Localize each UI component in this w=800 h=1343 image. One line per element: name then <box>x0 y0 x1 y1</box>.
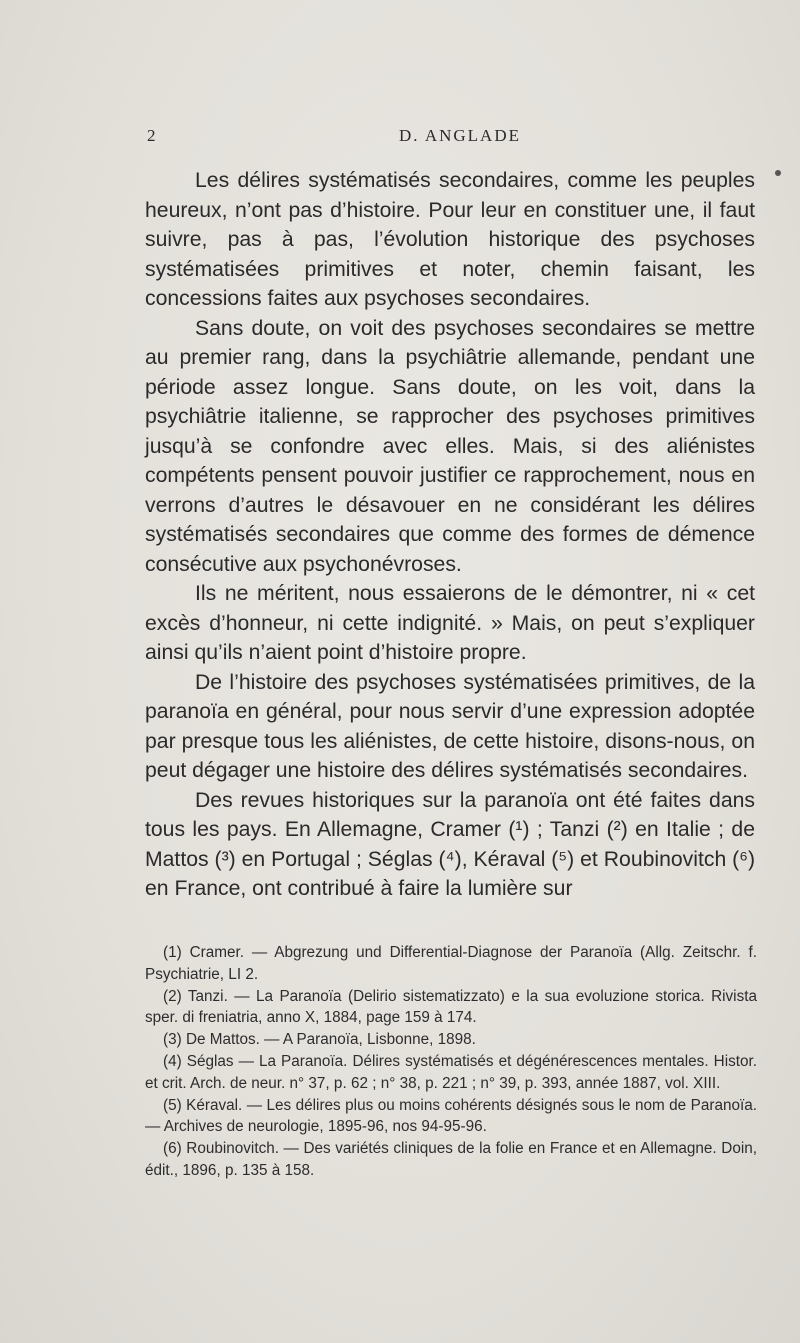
paragraph: Sans doute, on voit des psychoses secondaires se mettre au premier rang, dans la psychiâtrie allemande, pendant une période assez longue. Sans doute, on les voit, dans la psychiâtrie italienne, se rapprocher des psychoses primitives jusqu’à se confondre avec elles. Mais, si des aliénistes compétents pensent pouvoir justifier ce rapprochement, nous en verrons d’autres le désavouer en ne considérant les délires systématisés secondaires que comme des formes de démence consécutive aux psychonévroses. <box>145 316 755 576</box>
paragraph: Les délires systématisés secondaires, comme les peuples heureux, n’ont pas d’histoire. Pour leur en constituer une, il faut suivre, pas à pas, l’évolution historique des psychoses systématisées primitives et noter, chemin faisant, les concessions faites aux psychoses secondaires. <box>145 169 755 310</box>
footnotes <box>145 942 757 1182</box>
page-header <box>145 126 755 156</box>
footnote: (1) Cramer. — Abgrezung und Differential-Diagnose der Paranoïa (Allg. Zeitschr. f. Psychiatrie, LI 2. <box>145 944 757 983</box>
paragraph: Des revues historiques sur la paranoïa ont été faites dans tous les pays. En Allemagne, Cramer (¹) ; Tanzi (²) en Italie ; de Mattos (³) en Portugal ; Séglas (⁴), Kéraval (⁵) et Roubinovitch (⁶) en France, ont contribué à faire la lumière sur <box>145 788 755 900</box>
footnote: (5) Kéraval. — Les délires plus ou moins cohérents désignés sous le nom de Paranoïa. — Archives de neurologie, 1895-96, nos 94-95-96. <box>145 1096 757 1136</box>
page-number: 2 <box>147 126 157 145</box>
ink-speck <box>775 170 781 176</box>
footnote: (4) Séglas — La Paranoïa. Délires systématisés et dégénérescences mentales. Histor. et crit. Arch. de neur. n° 37, p. 62 ; n° 38, p. 221 ; n° 39, p. 393, année 1887, vol. XIII. <box>145 1052 757 1092</box>
footnote: (6) Roubinovitch. — Des variétés cliniques de la folie en France et en Allemagne. Doin, édit., 1896, p. 135 à 158. <box>145 1140 757 1179</box>
footnote: (2) Tanzi. — La Paranoïa (Delirio sistematizzato) e la sua evoluzione storica. Rivista sper. di freniatria, anno X, 1884, page 159 à 174. <box>145 987 757 1027</box>
paragraph: De l’histoire des psychoses systématisées primitives, de la paranoïa en général, pour nous servir d’une expression adoptée par presque tous les aliénistes, de cette histoire, disons-nous, on peut dégager une histoire des délires systématisés secondaires. <box>145 670 755 782</box>
body-text <box>145 166 755 904</box>
running-head: D. ANGLADE <box>399 126 521 145</box>
paragraph: Ils ne méritent, nous essaierons de le démontrer, ni « cet excès d’honneur, ni cette indignité. » Mais, on peut s’expliquer ainsi qu’ils n’aient point d’histoire propre. <box>145 582 755 664</box>
footnote: (3) De Mattos. — A Paranoïa, Lisbonne, 1898. <box>163 1031 476 1049</box>
